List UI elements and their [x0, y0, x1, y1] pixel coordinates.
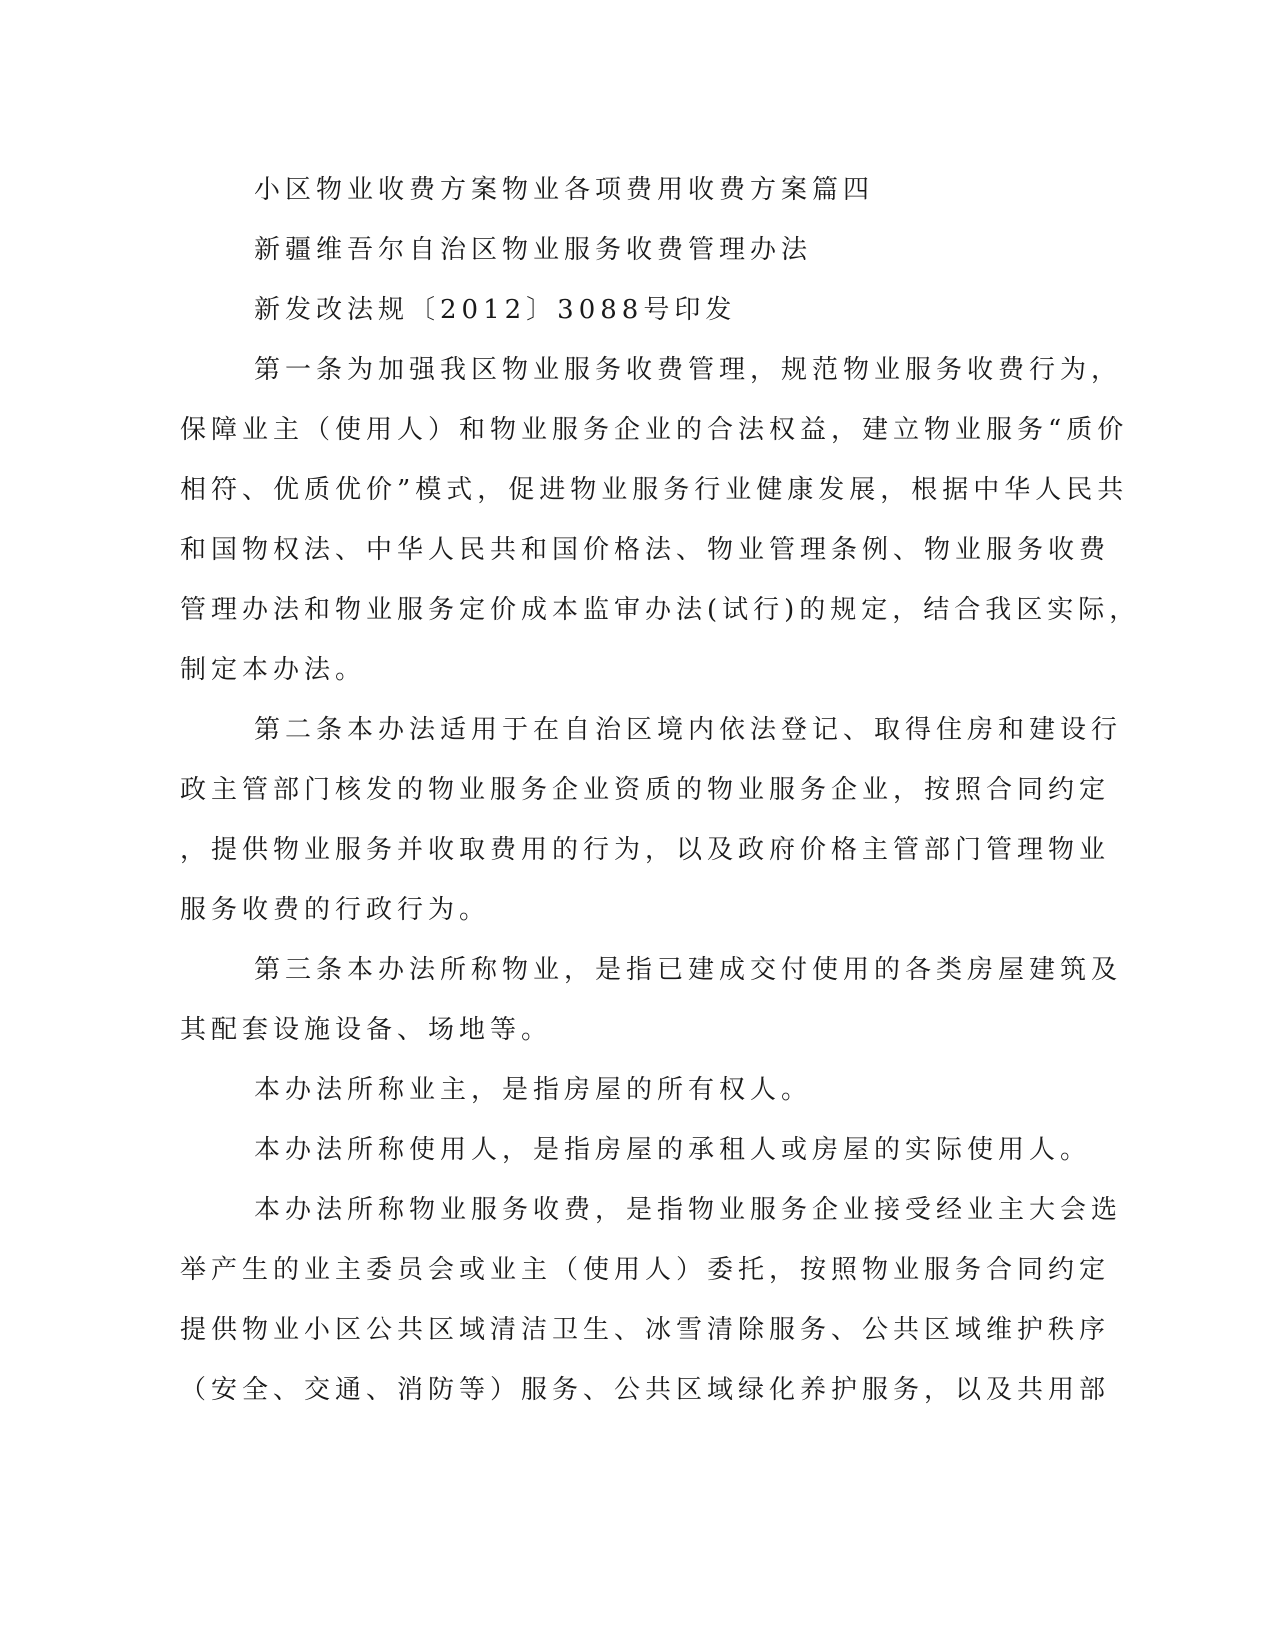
- text-line: 提供物业小区公共区域清洁卫生、冰雪清除服务、公共区域维护秩序: [180, 1315, 1111, 1345]
- text-line: （安全、交通、消防等）服务、公共区域绿化养护服务，以及共用部: [180, 1375, 1111, 1405]
- text-line: ，提供物业服务并收取费用的行为，以及政府价格主管部门管理物业: [180, 835, 1111, 865]
- text-line: 第一条为加强我区物业服务收费管理，规范物业服务收费行为，: [254, 355, 1123, 385]
- text-line: 第三条本办法所称物业，是指已建成交付使用的各类房屋建筑及: [254, 955, 1123, 985]
- text-line: 本办法所称业主，是指房屋的所有权人。: [254, 1075, 813, 1105]
- text-line: 和国物权法、中华人民共和国价格法、物业管理条例、物业服务收费: [180, 535, 1111, 565]
- text-line: 服务收费的行政行为。: [180, 895, 491, 925]
- text-line: 保障业主（使用人）和物业服务企业的合法权益，建立物业服务“质价: [180, 415, 1129, 445]
- regulation-title: 新疆维吾尔自治区物业服务收费管理办法: [254, 235, 813, 265]
- document-title: 小区物业收费方案物业各项费用收费方案篇四: [254, 175, 875, 205]
- regulation-issuance: 新发改法规〔2012〕3088号印发: [254, 295, 737, 325]
- text-line: 本办法所称使用人，是指房屋的承租人或房屋的实际使用人。: [254, 1135, 1092, 1165]
- document-body: [180, 160, 1141, 1420]
- text-line: 本办法所称物业服务收费，是指物业服务企业接受经业主大会选: [254, 1195, 1123, 1225]
- text-line: 制定本办法。: [180, 655, 367, 685]
- text-line: 相符、优质优价”模式，促进物业服务行业健康发展，根据中华人民共: [180, 475, 1129, 505]
- text-line: 第二条本办法适用于在自治区境内依法登记、取得住房和建设行: [254, 715, 1123, 745]
- text-line: 政主管部门核发的物业服务企业资质的物业服务企业，按照合同约定: [180, 775, 1111, 805]
- text-line: 其配套设施设备、场地等。: [180, 1015, 553, 1045]
- text-line: 管理办法和物业服务定价成本监审办法(试行)的规定，结合我区实际，: [180, 595, 1141, 625]
- text-line: 举产生的业主委员会或业主（使用人）委托，按照物业服务合同约定: [180, 1255, 1111, 1285]
